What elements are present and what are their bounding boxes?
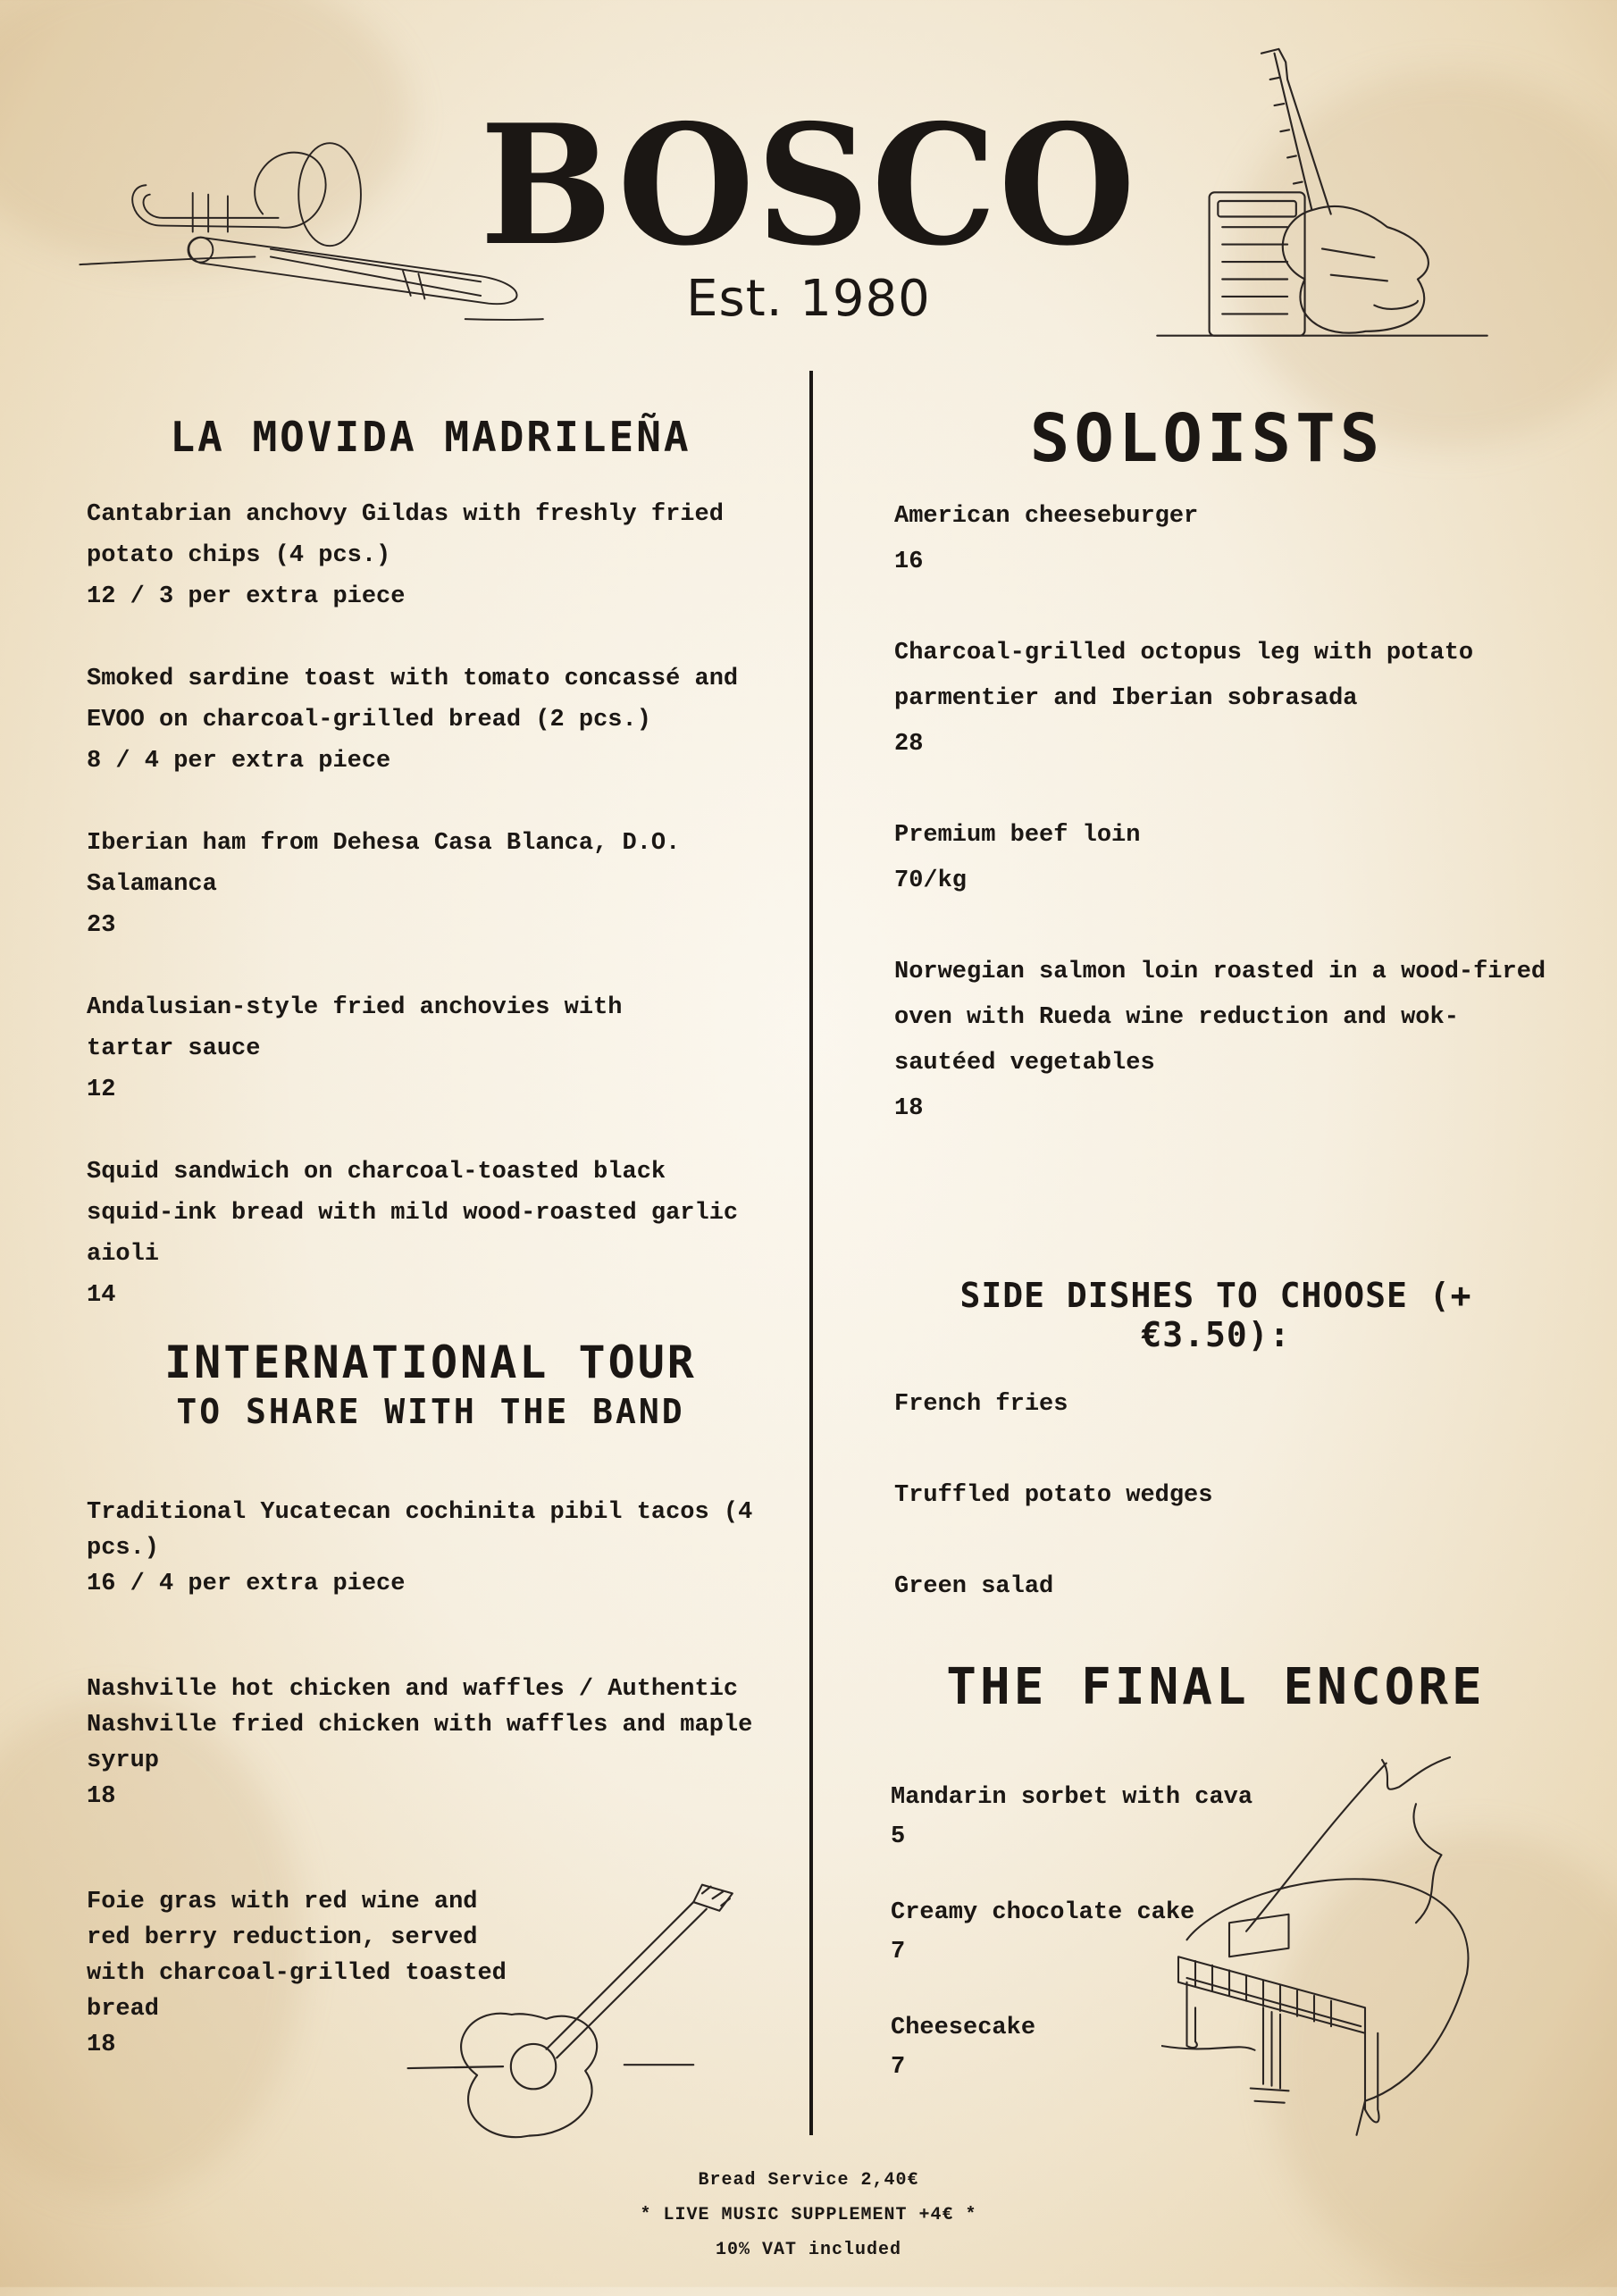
section-title-la-movida: LA MOVIDA MADRILEÑA (170, 413, 691, 461)
menu-item-name: Iberian ham from Dehesa Casa Blanca, D.O. Salamanca (87, 830, 681, 898)
menu-item (87, 1152, 766, 1316)
menu-item-price: 18 (87, 1783, 116, 1810)
menu-item-price: 7 (891, 1939, 906, 1965)
menu-item-price: 12 (87, 1077, 116, 1103)
live-music-supplement-note: * LIVE MUSIC SUPPLEMENT +4€ * (640, 2205, 977, 2225)
menu-item (87, 987, 712, 1110)
menu-item-price: 7 (891, 2054, 906, 2081)
section-title-final-encore: THE FINAL ENCORE (946, 1658, 1486, 1716)
side-dish-item: Green salad (894, 1573, 1054, 1600)
menu-item-price: 16 (894, 549, 924, 575)
menu-item-price: 14 (87, 1282, 116, 1309)
menu-item-name: Premium beef loin (894, 822, 1141, 849)
established-year: Est. 1980 (686, 270, 931, 328)
electric-guitar-amp-icon (1152, 45, 1492, 357)
trombone-icon (76, 134, 621, 348)
grand-piano-icon (1161, 1751, 1501, 2171)
menu-item-name: American cheeseburger (894, 503, 1199, 530)
menu-item-name: Squid sandwich on charcoal-toasted black squid-ink bread with mild wood-roasted garlic aioli (87, 1159, 739, 1268)
menu-item-price: 18 (87, 2032, 116, 2058)
menu-item-name: Nashville hot chicken and waffles / Authentic Nashville fried chicken with waffles and maple syrup (87, 1676, 753, 1774)
menu-item (894, 494, 1555, 585)
menu-item-name: Norwegian salmon loin roasted in a wood-fired oven with Rueda wine reduction and wok-sautéed vegetables (894, 959, 1546, 1077)
acoustic-guitar-icon (402, 1876, 777, 2153)
bread-service-note: Bread Service 2,40€ (698, 2170, 919, 2191)
menu-item (894, 813, 1520, 904)
menu-item (87, 658, 766, 782)
menu-item-price: 18 (894, 1095, 924, 1122)
menu-item (87, 823, 712, 946)
menu-item (87, 494, 766, 617)
menu-item-price: 23 (87, 912, 116, 939)
menu-item-name: Foie gras with red wine and red berry reduction, served with charcoal-grilled toasted bread (87, 1889, 507, 2023)
menu-item-name: Andalusian-style fried anchovies with tartar sauce (87, 994, 623, 1062)
menu-item-price: 5 (891, 1823, 906, 1850)
side-dish-item: Truffled potato wedges (894, 1482, 1213, 1509)
menu-item-name: Cantabrian anchovy Gildas with freshly fried potato chips (4 pcs.) (87, 501, 724, 569)
menu-item-price: 70/kg (894, 867, 968, 894)
restaurant-name: BOSCO (480, 88, 1137, 283)
menu-item (87, 1495, 766, 1602)
menu-item-name: Charcoal-grilled octopus leg with potato parmentier and Iberian sobrasada (894, 640, 1474, 712)
menu-item-name: Creamy chocolate cake (891, 1899, 1195, 1926)
menu-item (894, 950, 1555, 1132)
menu-item-name: Smoked sardine toast with tomato concassé and EVOO on charcoal-grilled bread (2 pcs.) (87, 666, 739, 733)
section-subtitle-international-tour: TO SHARE WITH THE BAND (176, 1392, 685, 1431)
side-dish-item: French fries (894, 1391, 1068, 1418)
vat-note: 10% VAT included (715, 2240, 902, 2260)
menu-item-price: 16 / 4 per extra piece (87, 1571, 406, 1597)
menu-item-price: 12 / 3 per extra piece (87, 583, 406, 610)
menu-item (87, 1672, 766, 1814)
menu-item-price: 28 (894, 731, 924, 758)
section-title-international-tour: INTERNATIONAL TOUR (164, 1337, 697, 1388)
menu-item-name: Cheesecake (891, 2015, 1036, 2041)
menu-item-name: Mandarin sorbet with cava (891, 1784, 1253, 1811)
side-dishes-title: SIDE DISHES TO CHOOSE (+€3.50): (959, 1276, 1472, 1354)
menu-item-name: Traditional Yucatecan cochinita pibil tacos (4 pcs.) (87, 1499, 753, 1562)
column-divider (809, 371, 813, 2135)
menu-item-price: 8 / 4 per extra piece (87, 748, 391, 775)
menu-item (894, 631, 1520, 767)
menu-footer (0, 2163, 1617, 2267)
section-title-soloists: SOLOISTS (1029, 400, 1385, 477)
